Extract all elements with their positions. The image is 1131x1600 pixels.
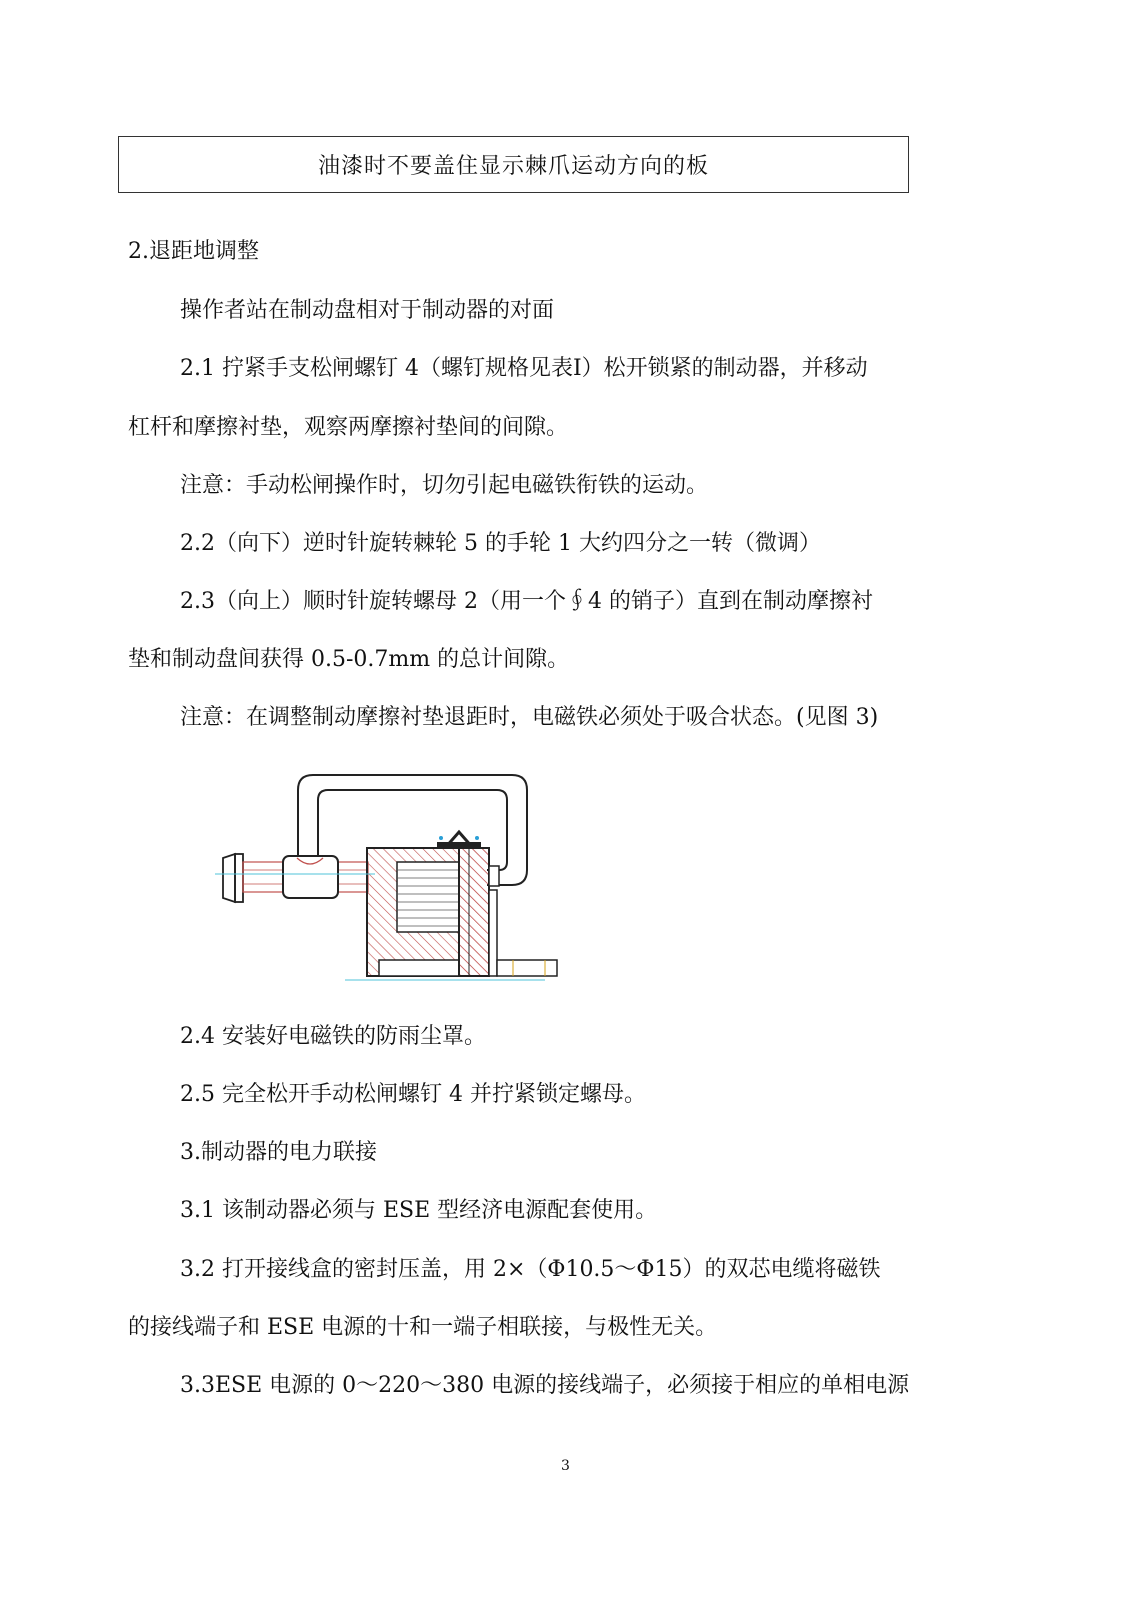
brake-diagram (215, 770, 565, 990)
bolt-head (223, 854, 235, 902)
paragraph-line: 垫和制动盘间获得 0.5-0.7mm 的总计间隙。 (128, 647, 570, 672)
paragraph-line: 3.3ESE 电源的 0～220～380 电源的接线端子，必须接于相应的单相电源 (180, 1373, 910, 1398)
paragraph-line: 2.5 完全松开手动松闸螺钉 4 并拧紧锁定螺母。 (180, 1082, 646, 1107)
paragraph-line: 2.3（向上）顺时针旋转螺母 2（用一个∮4 的销子）直到在制动摩擦衬 (180, 589, 873, 614)
paragraph-line: 3.1 该制动器必须与 ESE 型经济电源配套使用。 (180, 1198, 658, 1223)
coil-window (397, 862, 459, 932)
paragraph-line: 操作者站在制动盘相对于制动器的对面 (180, 298, 555, 323)
section-heading-3: 3.制动器的电力联接 (180, 1140, 377, 1165)
page-number: 3 (561, 1458, 570, 1474)
paragraph-line: 2.2（向下）逆时针旋转棘轮 5 的手轮 1 大约四分之一转（微调） (180, 531, 821, 556)
note-line: 注意：在调整制动摩擦衬垫退距时，电磁铁必须处于吸合状态。(见图 3) (180, 705, 879, 730)
paragraph-line: 杠杆和摩擦衬垫，观察两摩擦衬垫间的间隙。 (128, 415, 569, 440)
armature (459, 848, 489, 976)
note-line: 注意：手动松闸操作时，切勿引起电磁铁衔铁的运动。 (180, 473, 709, 498)
notice-text: 油漆时不要盖住显示棘爪运动方向的板 (317, 154, 709, 179)
section-heading-2: 2.退距地调整 (128, 239, 259, 264)
paragraph-line: 2.1 拧紧手支松闸螺钉 4（螺钉规格见表Ⅰ）松开锁紧的制动器，并移动 (180, 356, 868, 381)
paragraph-line: 的接线端子和 ESE 电源的十和一端子相联接，与极性无关。 (128, 1315, 718, 1340)
rod-sleeve (283, 856, 338, 898)
paragraph-line: 2.4 安装好电磁铁的防雨尘罩。 (180, 1024, 486, 1049)
paragraph-line: 3.2 打开接线盒的密封压盖，用 2×（Φ10.5～Φ15）的双芯电缆将磁铁 (180, 1257, 881, 1282)
notice-box (118, 136, 909, 193)
